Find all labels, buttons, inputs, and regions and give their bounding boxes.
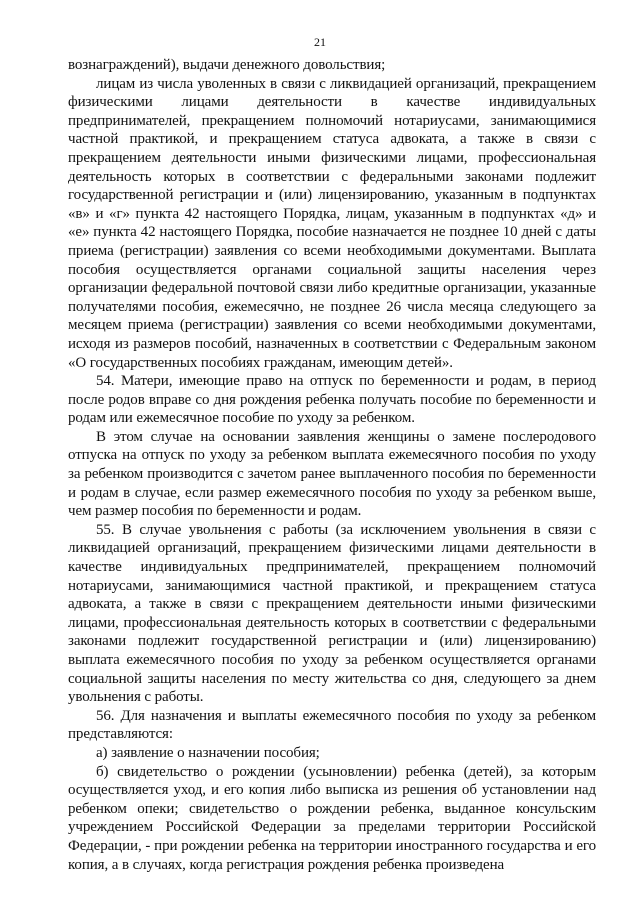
document-body bbox=[68, 56, 596, 874]
paragraph-56: 56. Для назначения и выплаты ежемесячного пособия по уходу за ребенком представляются: bbox=[68, 707, 596, 743]
paragraph-54: 54. Матери, имеющие право на отпуск по беременности и родам, в период после родов вправе со дня рождения ребенка получать пособие по беременности и родам или ежемесячное пособие по уходу за ребенком. bbox=[68, 373, 596, 427]
paragraph-continuation: вознаграждений), выдачи денежного довольствия; bbox=[68, 57, 386, 73]
paragraph-dismissed-persons: лицам из числа уволенных в связи с ликвидацией организаций, прекращением физическими лицами деятельности в качестве индивидуальных предпринимателей, прекращением полномочий нотариусами, занимающимися частной практикой, и прекращением статуса адвоката, а также в связи с прекращением деятельности иными физическими лицами, профессиональная деятельность которых в соответствии с федеральными законами подлежит государственной регистрации и (или) лицензированию, указанным в подпунктах «в» и «г» пункта 42 настоящего Порядка, лицам, указанным в подпунктах «д» и «е» пункта 42 настоящего Порядка, пособие назначается не позднее 10 дней с даты приема (регистрации) заявления со всеми необходимыми документами. Выплата пособия осуществляется органами социальной защиты населения через организации федеральной почтовой связи либо кредитные организации, указанные получателями пособия, ежемесячно, не позднее 26 числа месяца следующего за месяцем приема (регистрации) заявления со всеми необходимыми документами, исходя из размеров пособий, назначенных в соответствии с Федеральным законом «О государственных пособиях гражданам, имеющим детей». bbox=[68, 75, 596, 371]
list-item-a: а) заявление о назначении пособия; bbox=[96, 744, 320, 761]
page-number: 21 bbox=[314, 35, 326, 49]
paragraph-54-replacement: В этом случае на основании заявления женщины о замене послеродового отпуска на отпуск по уходу за ребенком выплата ежемесячного пособия по уходу за ребенком производится с зачетом ранее выплаченного пособия по беременности и родам в случае, если размер ежемесячного пособия по уходу за ребенком выше, чем размер пособия по беременности и родам. bbox=[68, 428, 596, 520]
list-item-b: б) свидетельство о рождении (усыновлении) ребенка (детей), за которым осуществляется уход, и его копия либо выписка из решения об установлении над ребенком опеки; свидетельство о рождении ребенка, выданное консульским учреждением Российской Федерации за пределами территории Российской Федерации, - при рождении ребенка на территории иностранного государства и его копия, а в случаях, когда регистрация рождения ребенка произведена bbox=[68, 763, 596, 873]
paragraph-55: 55. В случае увольнения с работы (за исключением увольнения в связи с ликвидацией организаций, прекращением физическими лицами деятельности в качестве индивидуальных предпринимателей, прекращением полномочий нотариусами, занимающимися частной практикой, и прекращением статуса адвоката, а также в связи с прекращением деятельности иными физическими лицами, профессиональная деятельность которых в соответствии с федеральными законами подлежит государственной регистрации и (или) лицензированию) выплата ежемесячного пособия по уходу за ребенком осуществляется органами социальной защиты населения по месту жительства со дня, следующего за днем увольнения с работы. bbox=[68, 521, 596, 706]
